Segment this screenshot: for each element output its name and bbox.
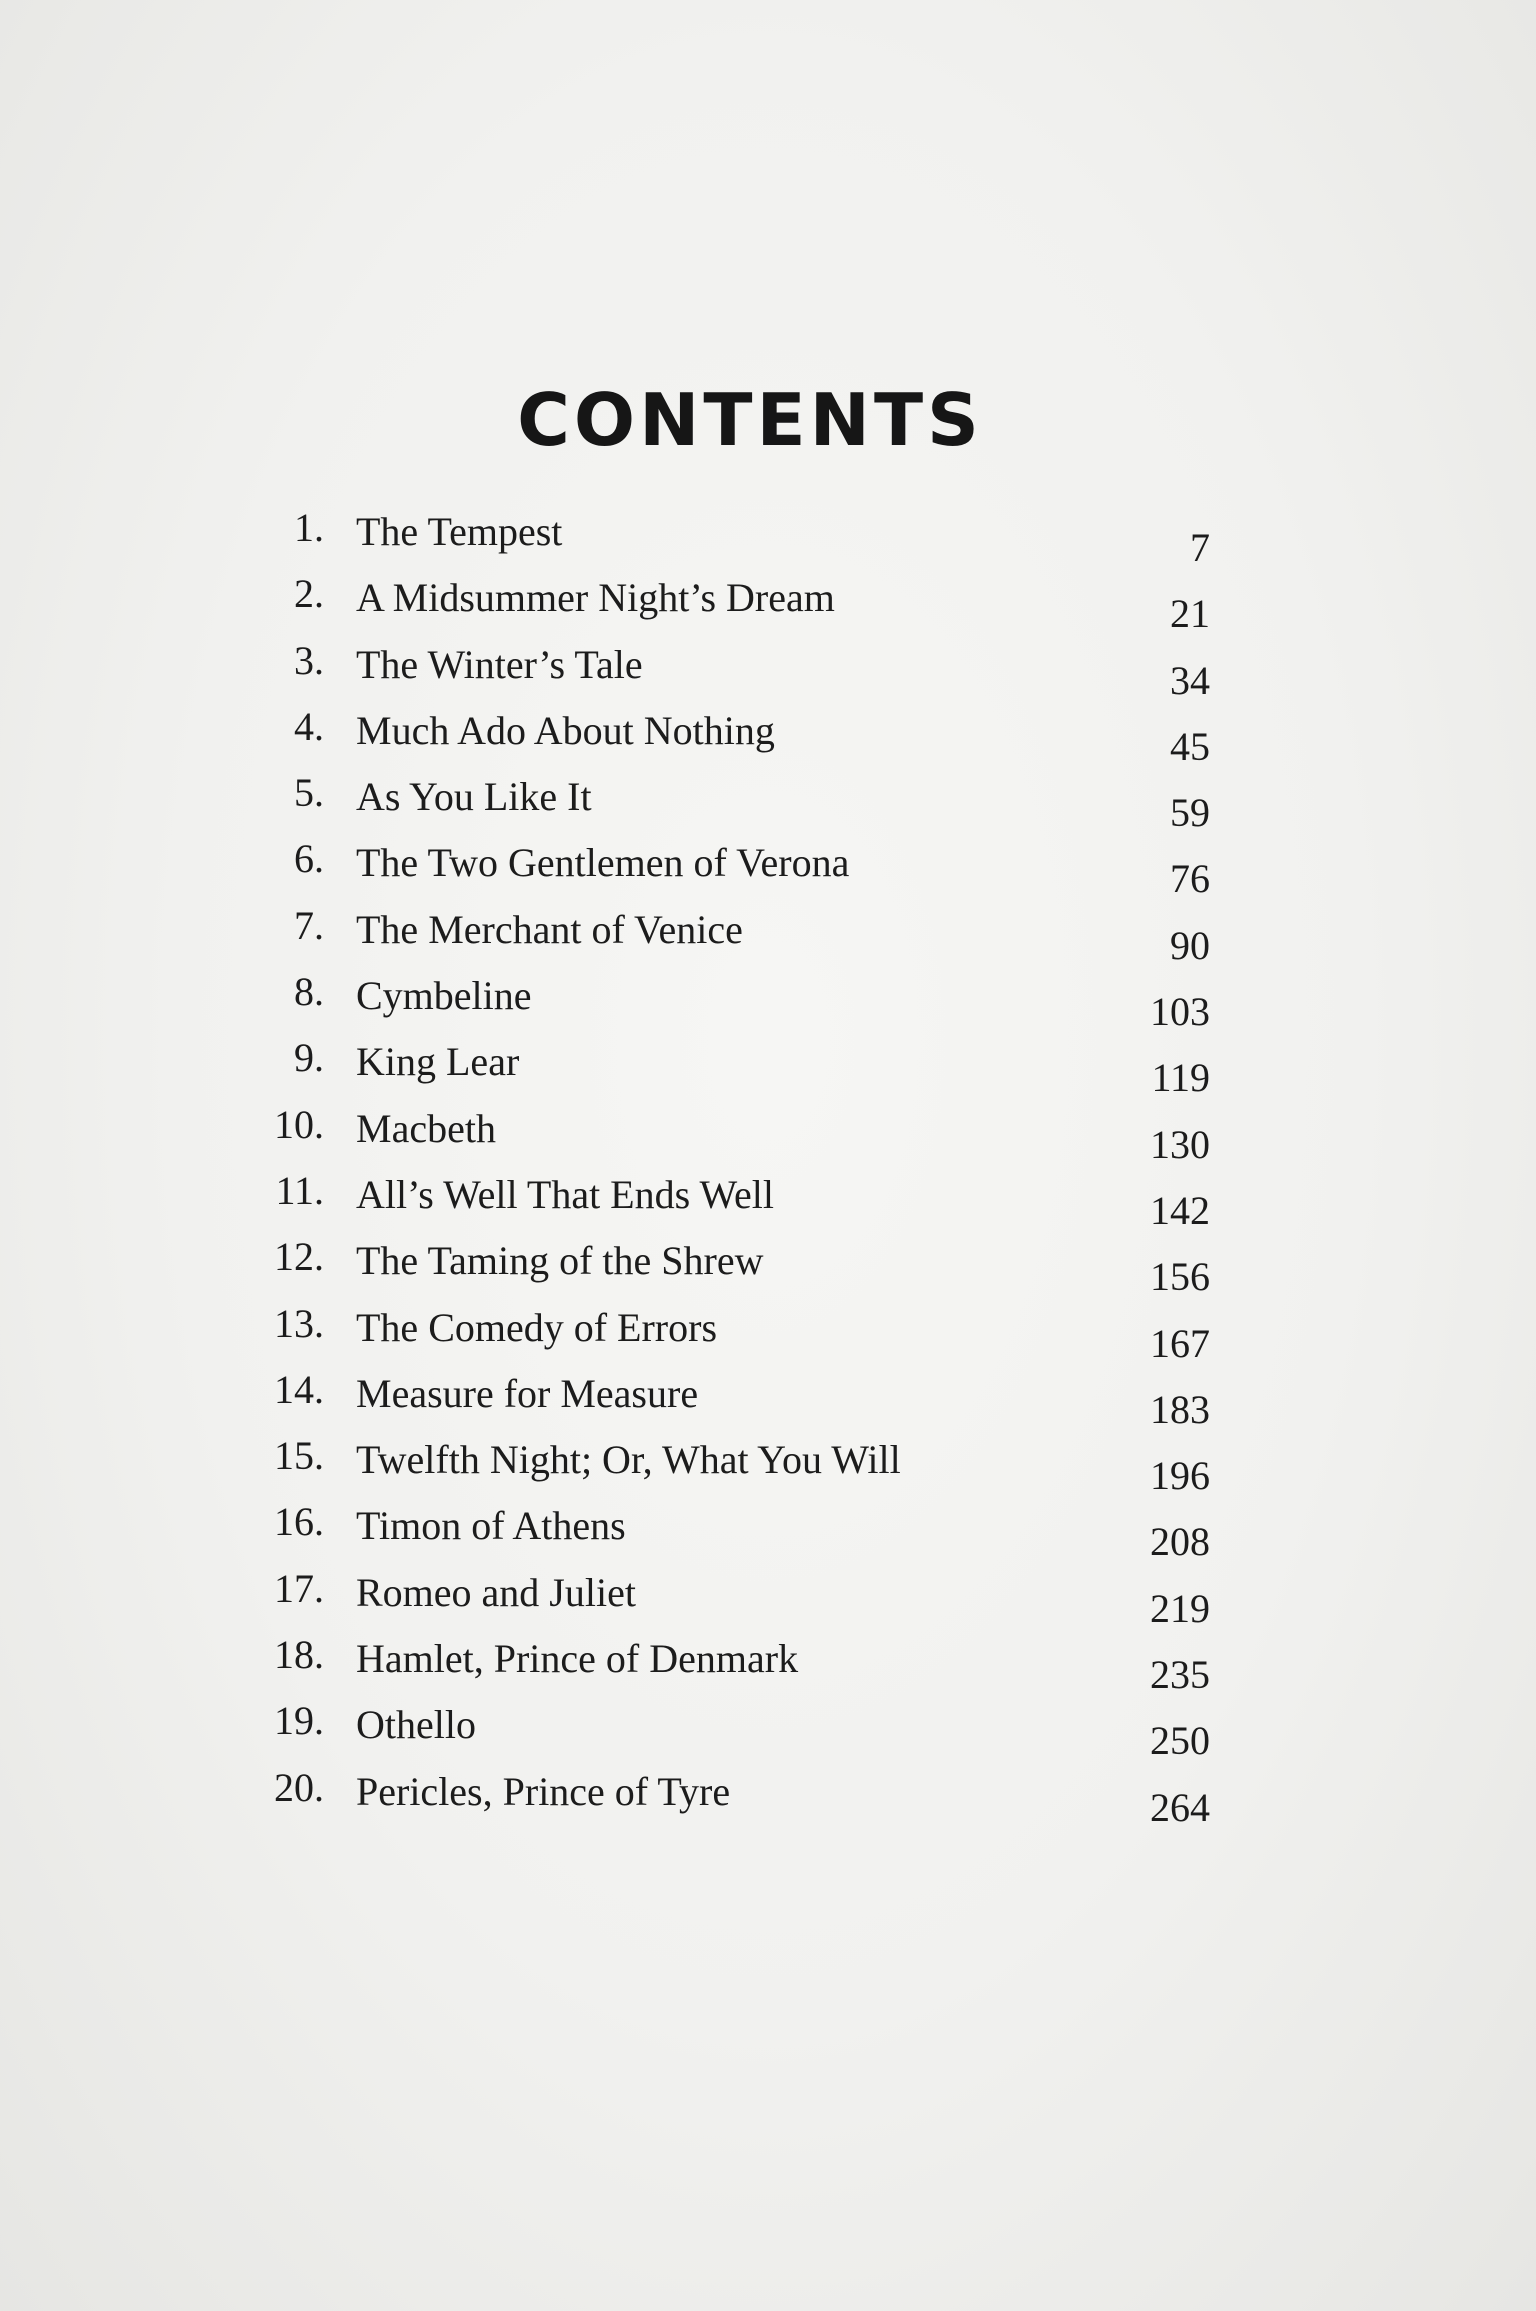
entry-title: All’s Well That Ends Well xyxy=(356,1171,774,1217)
entry-title: Measure for Measure xyxy=(356,1370,699,1416)
entry-page-number: 156 xyxy=(1150,1254,1210,1300)
entry-page-number: 196 xyxy=(1150,1453,1210,1499)
toc-entry xyxy=(0,1758,1536,1830)
entry-page-number: 76 xyxy=(1170,856,1210,902)
entry-number: 7. xyxy=(294,902,324,948)
entry-title: Macbeth xyxy=(356,1105,496,1151)
entry-page-number: 250 xyxy=(1150,1718,1210,1764)
toc-entry xyxy=(0,829,1536,902)
toc-entry xyxy=(0,1294,1536,1366)
entry-title: The Two Gentlemen of Verona xyxy=(356,840,850,886)
entry-title: The Comedy of Errors xyxy=(356,1304,718,1350)
entry-number: 20. xyxy=(274,1764,324,1810)
entry-number: 3. xyxy=(294,637,324,683)
entry-title: Hamlet, Prince of Denmark xyxy=(356,1636,799,1682)
entry-number: 14. xyxy=(274,1366,324,1412)
entry-page-number: 208 xyxy=(1150,1519,1210,1565)
page-title: CONTENTS xyxy=(517,378,983,463)
entry-page-number: 7 xyxy=(1190,525,1210,570)
toc-entry xyxy=(0,1625,1536,1698)
entry-page-number: 167 xyxy=(1150,1320,1210,1366)
entry-title: King Lear xyxy=(356,1039,520,1085)
entry-title: Othello xyxy=(356,1702,476,1748)
entry-page-number: 45 xyxy=(1170,723,1210,769)
toc-entry xyxy=(0,1691,1536,1764)
entry-number: 10. xyxy=(274,1101,324,1147)
toc-entry xyxy=(0,1028,1536,1101)
entry-title: Twelfth Night; Or, What You Will xyxy=(356,1437,901,1483)
toc-entry xyxy=(0,1492,1536,1565)
entry-number: 12. xyxy=(274,1234,324,1280)
entry-page-number: 183 xyxy=(1150,1386,1210,1432)
entry-title: Cymbeline xyxy=(356,973,532,1019)
toc-entry xyxy=(0,1161,1536,1233)
entry-page-number: 219 xyxy=(1150,1585,1210,1631)
entry-title: A Midsummer Night’s Dream xyxy=(356,575,835,621)
entry-title: The Winter’s Tale xyxy=(356,641,643,687)
entry-number: 1. xyxy=(294,505,324,550)
entry-number: 2. xyxy=(294,571,324,617)
entry-page-number: 59 xyxy=(1170,790,1210,836)
entry-page-number: 90 xyxy=(1170,922,1210,968)
entry-number: 17. xyxy=(274,1565,324,1611)
entry-number: 4. xyxy=(294,703,324,749)
toc-entry xyxy=(0,763,1536,836)
toc-entry xyxy=(0,1095,1536,1167)
entry-number: 16. xyxy=(274,1499,324,1545)
table-of-contents xyxy=(0,498,1536,1830)
toc-entry xyxy=(0,1559,1536,1631)
entry-page-number: 21 xyxy=(1170,591,1210,637)
toc-entry xyxy=(0,498,1536,570)
entry-page-number: 142 xyxy=(1150,1187,1210,1233)
toc-entry xyxy=(0,1360,1536,1432)
entry-title: The Merchant of Venice xyxy=(356,906,743,952)
entry-page-number: 264 xyxy=(1150,1784,1210,1830)
toc-entry xyxy=(0,697,1536,769)
toc-entry xyxy=(0,631,1536,703)
toc-entry xyxy=(0,1227,1536,1300)
toc-entry xyxy=(0,564,1536,637)
entry-number: 11. xyxy=(275,1167,324,1213)
entry-number: 8. xyxy=(294,969,324,1015)
entry-title: The Tempest xyxy=(356,509,563,554)
entry-number: 5. xyxy=(294,770,324,816)
entry-title: As You Like It xyxy=(356,774,592,820)
entry-title: Much Ado About Nothing xyxy=(356,707,775,753)
toc-entry xyxy=(0,962,1536,1035)
entry-title: Pericles, Prince of Tyre xyxy=(356,1768,731,1814)
entry-title: The Taming of the Shrew xyxy=(356,1238,764,1284)
entry-title: Timon of Athens xyxy=(356,1503,626,1549)
toc-entry xyxy=(0,1426,1536,1499)
entry-number: 6. xyxy=(294,836,324,882)
toc-entry xyxy=(0,896,1536,968)
entry-page-number: 235 xyxy=(1150,1652,1210,1698)
entry-title: Romeo and Juliet xyxy=(356,1569,636,1615)
entry-number: 19. xyxy=(274,1698,324,1744)
entry-page-number: 130 xyxy=(1150,1121,1210,1167)
entry-number: 9. xyxy=(294,1035,324,1081)
entry-number: 18. xyxy=(274,1632,324,1678)
entry-number: 13. xyxy=(274,1300,324,1346)
entry-page-number: 34 xyxy=(1170,657,1210,703)
entry-page-number: 119 xyxy=(1151,1055,1210,1101)
entry-number: 15. xyxy=(274,1433,324,1479)
entry-page-number: 103 xyxy=(1150,989,1210,1035)
